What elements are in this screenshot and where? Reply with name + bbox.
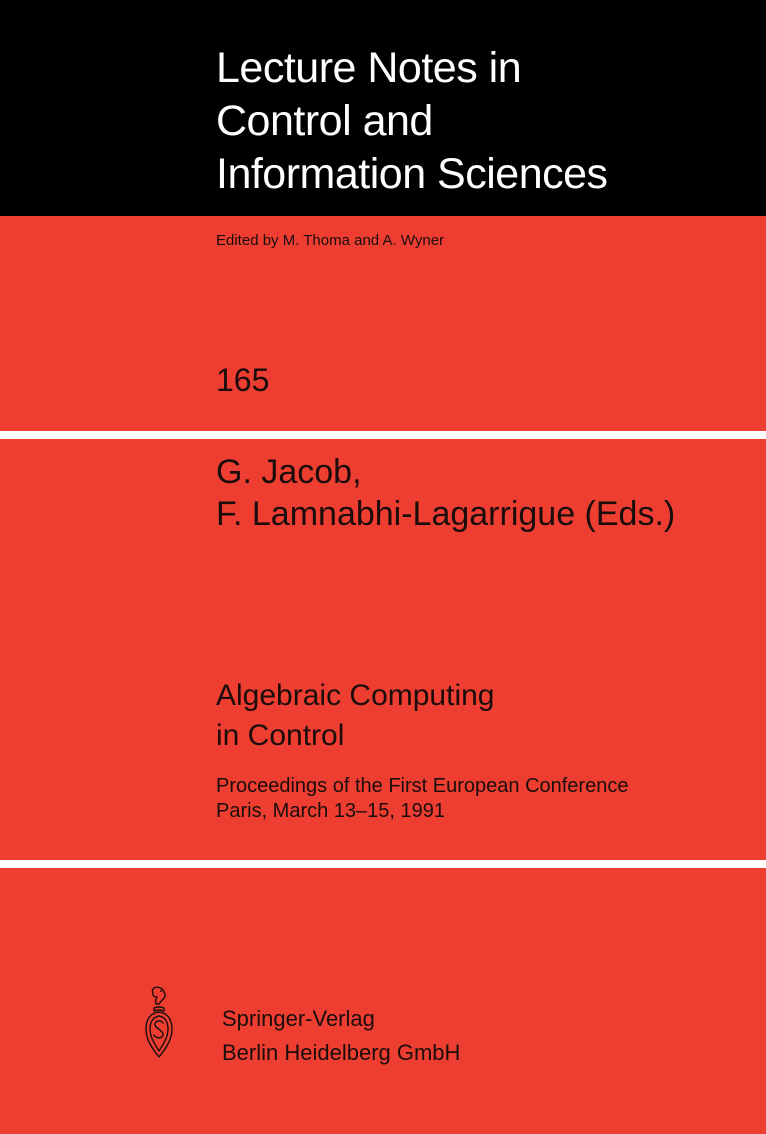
book-editors (216, 451, 675, 535)
divider-rule-bottom (0, 860, 766, 868)
publisher-name: Springer-Verlag (222, 1006, 375, 1031)
author-line-2: F. Lamnabhi-Lagarrigue (Eds.) (216, 495, 676, 533)
series-editors: Edited by M. Thoma and A. Wyner (216, 232, 445, 249)
series-title-line-3: Information Sciences (216, 150, 608, 198)
series-title (216, 42, 608, 201)
author-line-1: G. Jacob, (216, 453, 362, 491)
publisher (222, 1002, 460, 1070)
book-title (216, 676, 494, 756)
book-subtitle (216, 774, 628, 824)
subtitle-line-1: Proceedings of the First European Conference (216, 775, 629, 797)
volume-number: 165 (216, 362, 270, 398)
series-title-line-1: Lecture Notes in (216, 44, 522, 92)
book-title-line-1: Algebraic Computing (216, 679, 495, 712)
series-band (0, 0, 766, 216)
springer-chess-knight-logo-icon (144, 985, 174, 1061)
subtitle-line-2: Paris, March 13–15, 1991 (216, 800, 446, 822)
series-title-line-2: Control and (216, 97, 433, 145)
publisher-location: Berlin Heidelberg GmbH (222, 1040, 461, 1065)
divider-rule-top (0, 431, 766, 439)
book-title-line-2: in Control (216, 719, 345, 752)
